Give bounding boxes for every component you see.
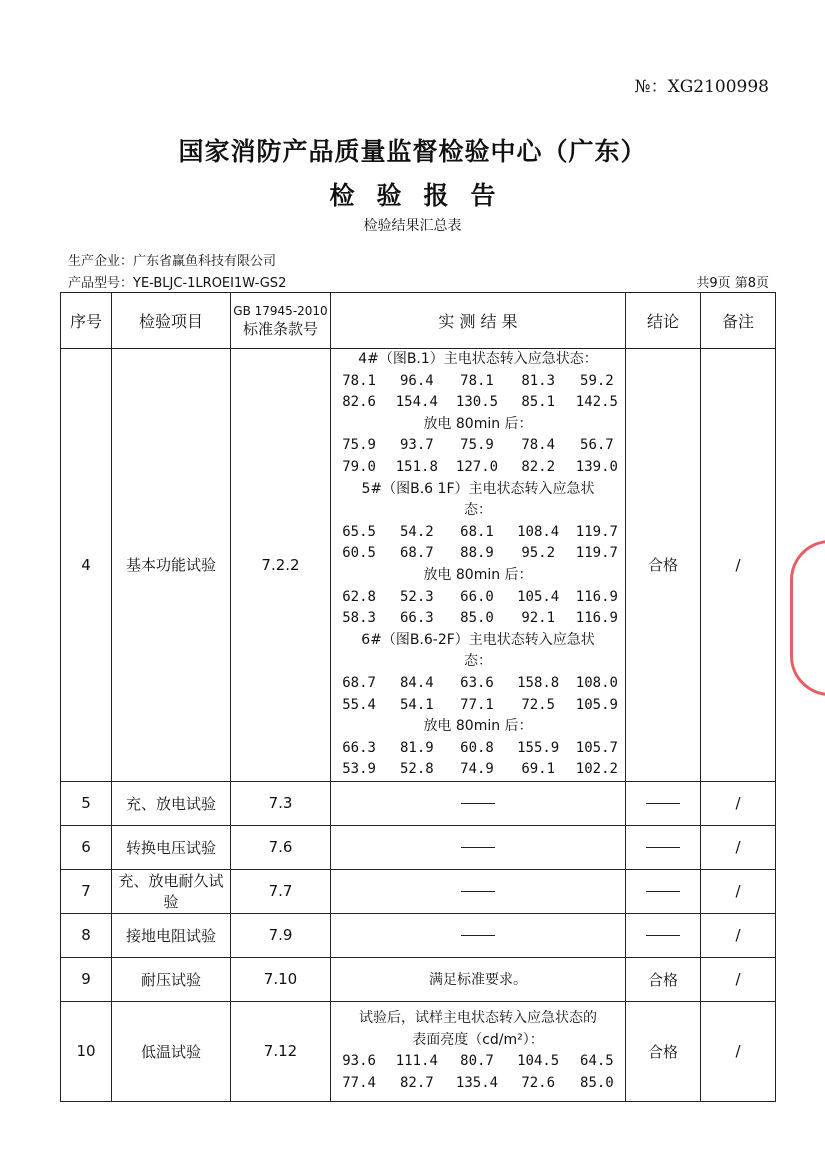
result-value: 54.2 — [399, 523, 434, 540]
cell-item: 充、放电试验 — [112, 781, 231, 825]
cell-result — [331, 1001, 626, 1101]
cell-clause: 7.2.2 — [231, 349, 331, 782]
result-number-row — [331, 587, 625, 609]
result-value: 52.8 — [399, 761, 434, 778]
result-number-row — [331, 543, 625, 565]
result-text-line: 5#（图B.6 1F）主电状态转入应急状 — [361, 480, 595, 497]
cell-seq: 9 — [61, 957, 112, 1001]
result-number-row — [331, 673, 625, 695]
cell-clause: 7.7 — [231, 869, 331, 913]
result-value: 59.2 — [580, 372, 614, 389]
result-number-row — [331, 457, 625, 479]
cell-item: 耐压试验 — [112, 957, 231, 1001]
result-value: 55.4 — [342, 696, 376, 713]
result-value: 139.0 — [575, 458, 618, 475]
result-value: 68.7 — [342, 674, 376, 691]
cell-conclusion — [626, 781, 701, 825]
table-row — [61, 349, 776, 782]
cell-remark: / — [701, 781, 776, 825]
result-value: 85.0 — [460, 610, 494, 627]
result-value: 56.7 — [580, 437, 614, 454]
result-number-row — [331, 371, 625, 393]
result-value: 80.7 — [460, 1053, 494, 1070]
cell-seq: 10 — [61, 1001, 112, 1101]
result-value: 78.1 — [460, 372, 494, 389]
result-value: 75.9 — [342, 437, 376, 454]
cell-result — [331, 349, 626, 782]
cell-remark: / — [701, 825, 776, 869]
dash-mark — [461, 891, 495, 892]
report-number: №：XG2100998 — [634, 77, 769, 97]
result-text-line: 4#（图B.1）主电状态转入应急状态： — [358, 351, 598, 367]
dash-mark — [646, 935, 680, 936]
header-seq: 序号 — [61, 293, 112, 349]
result-text-line: 态： — [464, 653, 492, 670]
result-text-line: 6#（图B.6-2F）主电状态转入应急状 — [361, 631, 595, 648]
result-value: 68.7 — [399, 545, 434, 562]
cell-clause: 7.3 — [231, 781, 331, 825]
result-number-row — [331, 522, 625, 544]
result-value: 66.0 — [460, 588, 494, 605]
header-standard-code: GB 17945-2010 — [233, 303, 328, 318]
result-value: 95.2 — [521, 545, 556, 562]
result-value: 130.5 — [455, 394, 499, 411]
result-text-line: 放电 80min 后： — [423, 566, 533, 583]
table-row — [61, 913, 776, 957]
dash-mark — [646, 847, 680, 848]
result-number-row — [331, 738, 625, 760]
cell-item: 基本功能试验 — [112, 349, 231, 782]
result-value: 54.1 — [399, 696, 434, 713]
result-value: 111.4 — [395, 1053, 438, 1070]
cell-conclusion — [626, 913, 701, 957]
cell-clause: 7.6 — [231, 825, 331, 869]
cell-seq: 5 — [61, 781, 112, 825]
result-text-line: 试验后，试样主电状态转入应急状态的 — [359, 1010, 597, 1027]
result-text-line: 放电 80min 后： — [423, 415, 533, 432]
result-value: 127.0 — [455, 458, 499, 475]
dash-mark — [646, 891, 680, 892]
result-value: 151.8 — [395, 458, 438, 475]
report-title: 检验报告 — [329, 181, 518, 210]
result-value: 58.3 — [342, 610, 376, 627]
result-value: 96.4 — [399, 372, 434, 389]
header-item: 检验项目 — [112, 293, 231, 349]
result-number-row — [331, 759, 625, 781]
result-value: 78.4 — [521, 437, 556, 454]
cell-remark: / — [701, 913, 776, 957]
result-value: 119.7 — [575, 545, 618, 562]
cell-remark: / — [701, 869, 776, 913]
cell-item: 充、放电耐久试验 — [112, 869, 231, 913]
results-table — [60, 292, 776, 1102]
table-row — [61, 957, 776, 1001]
result-value: 77.1 — [460, 696, 494, 713]
result-value: 88.9 — [460, 545, 494, 562]
cell-result — [331, 781, 626, 825]
result-text-line: 放电 80min 后： — [423, 718, 533, 735]
result-value: 79.0 — [342, 458, 376, 475]
table-row — [61, 869, 776, 913]
result-value: 158.8 — [517, 674, 560, 691]
result-value: 82.6 — [342, 394, 376, 411]
table-row — [61, 825, 776, 869]
cell-clause: 7.9 — [231, 913, 331, 957]
result-number-row — [331, 1073, 625, 1095]
result-value: 60.5 — [342, 545, 376, 562]
result-value: 105.7 — [575, 739, 618, 756]
result-value: 68.1 — [460, 523, 494, 540]
result-value: 93.6 — [342, 1053, 376, 1070]
table-row — [61, 781, 776, 825]
result-value: 142.5 — [575, 394, 618, 411]
cell-result — [331, 869, 626, 913]
result-value: 85.0 — [580, 1074, 614, 1091]
cell-remark: / — [701, 1001, 776, 1101]
result-number-row — [331, 435, 625, 457]
cell-item: 低温试验 — [112, 1001, 231, 1101]
cell-seq: 6 — [61, 825, 112, 869]
cell-clause: 7.10 — [231, 957, 331, 1001]
result-value: 81.9 — [399, 739, 434, 756]
official-seal — [790, 540, 825, 696]
cell-conclusion — [626, 869, 701, 913]
result-value: 108.0 — [575, 674, 618, 691]
dash-mark — [461, 803, 495, 804]
organization-title: 国家消防产品质量监督检验中心（广东） — [178, 137, 647, 166]
cell-remark: / — [701, 349, 776, 782]
cell-item: 接地电阻试验 — [112, 913, 231, 957]
manufacturer-line: 生产企业：广东省赢鱼科技有限公司 — [68, 254, 277, 269]
result-value: 74.9 — [460, 761, 494, 778]
result-value: 75.9 — [460, 437, 494, 454]
result-value: 85.1 — [521, 394, 556, 411]
result-text-line: 表面亮度（cd/m²）： — [412, 1031, 544, 1048]
result-value: 116.9 — [575, 610, 618, 627]
result-value: 72.5 — [521, 696, 556, 713]
result-value: 77.4 — [342, 1074, 376, 1091]
result-text-line: 态： — [464, 502, 492, 519]
cell-seq: 7 — [61, 869, 112, 913]
cell-conclusion: 合格 — [626, 349, 701, 782]
result-value: 64.5 — [580, 1053, 614, 1070]
result-value: 81.3 — [521, 372, 556, 389]
dash-mark — [646, 803, 680, 804]
table-header-row — [61, 293, 776, 349]
result-number-row — [331, 695, 625, 717]
result-number-row — [331, 392, 625, 414]
result-value: 105.4 — [517, 588, 560, 605]
cell-remark: / — [701, 957, 776, 1001]
result-value: 154.4 — [395, 394, 438, 411]
result-value: 116.9 — [575, 588, 618, 605]
product-model-line: 产品型号：YE-BLJC-1LROEⅠ1W-GS2 — [68, 276, 287, 291]
dash-mark — [461, 935, 495, 936]
header-standard-clause: 标准条款号 — [242, 319, 318, 338]
result-value: 104.5 — [517, 1053, 560, 1070]
result-value: 119.7 — [575, 523, 618, 540]
result-value: 69.1 — [521, 761, 556, 778]
header-standard — [231, 293, 331, 349]
result-value: 53.9 — [342, 761, 376, 778]
cell-conclusion: 合格 — [626, 1001, 701, 1101]
result-value: 155.9 — [517, 739, 560, 756]
cell-seq: 4 — [61, 349, 112, 782]
dash-mark — [461, 847, 495, 848]
result-value: 62.8 — [342, 588, 376, 605]
cell-conclusion — [626, 825, 701, 869]
report-subtitle: 检验结果汇总表 — [363, 218, 462, 234]
result-value: 93.7 — [399, 437, 434, 454]
result-value: 102.2 — [575, 761, 618, 778]
table-row — [61, 1001, 776, 1101]
result-value: 65.5 — [342, 523, 376, 540]
header-result: 实 测 结 果 — [331, 293, 626, 349]
result-value: 84.4 — [399, 674, 434, 691]
page-info: 共9页 第8页 — [696, 276, 769, 291]
result-value: 60.8 — [460, 739, 494, 756]
result-value: 52.3 — [399, 588, 434, 605]
result-value: 66.3 — [342, 739, 376, 756]
result-value: 72.6 — [521, 1074, 556, 1091]
header-remark: 备注 — [701, 293, 776, 349]
result-value: 92.1 — [521, 610, 556, 627]
result-value: 82.2 — [521, 458, 556, 475]
result-value: 108.4 — [517, 523, 560, 540]
result-number-row — [331, 608, 625, 630]
result-value: 78.1 — [342, 372, 376, 389]
header-conclusion: 结论 — [626, 293, 701, 349]
result-value: 82.7 — [399, 1074, 434, 1091]
result-value: 66.3 — [399, 610, 434, 627]
cell-result: 满足标准要求。 — [331, 957, 626, 1001]
result-value: 63.6 — [460, 674, 494, 691]
cell-item: 转换电压试验 — [112, 825, 231, 869]
cell-seq: 8 — [61, 913, 112, 957]
cell-conclusion: 合格 — [626, 957, 701, 1001]
result-number-row — [331, 1051, 625, 1073]
cell-result — [331, 825, 626, 869]
cell-result — [331, 913, 626, 957]
cell-clause: 7.12 — [231, 1001, 331, 1101]
result-value: 135.4 — [455, 1074, 499, 1091]
result-value: 105.9 — [575, 696, 618, 713]
